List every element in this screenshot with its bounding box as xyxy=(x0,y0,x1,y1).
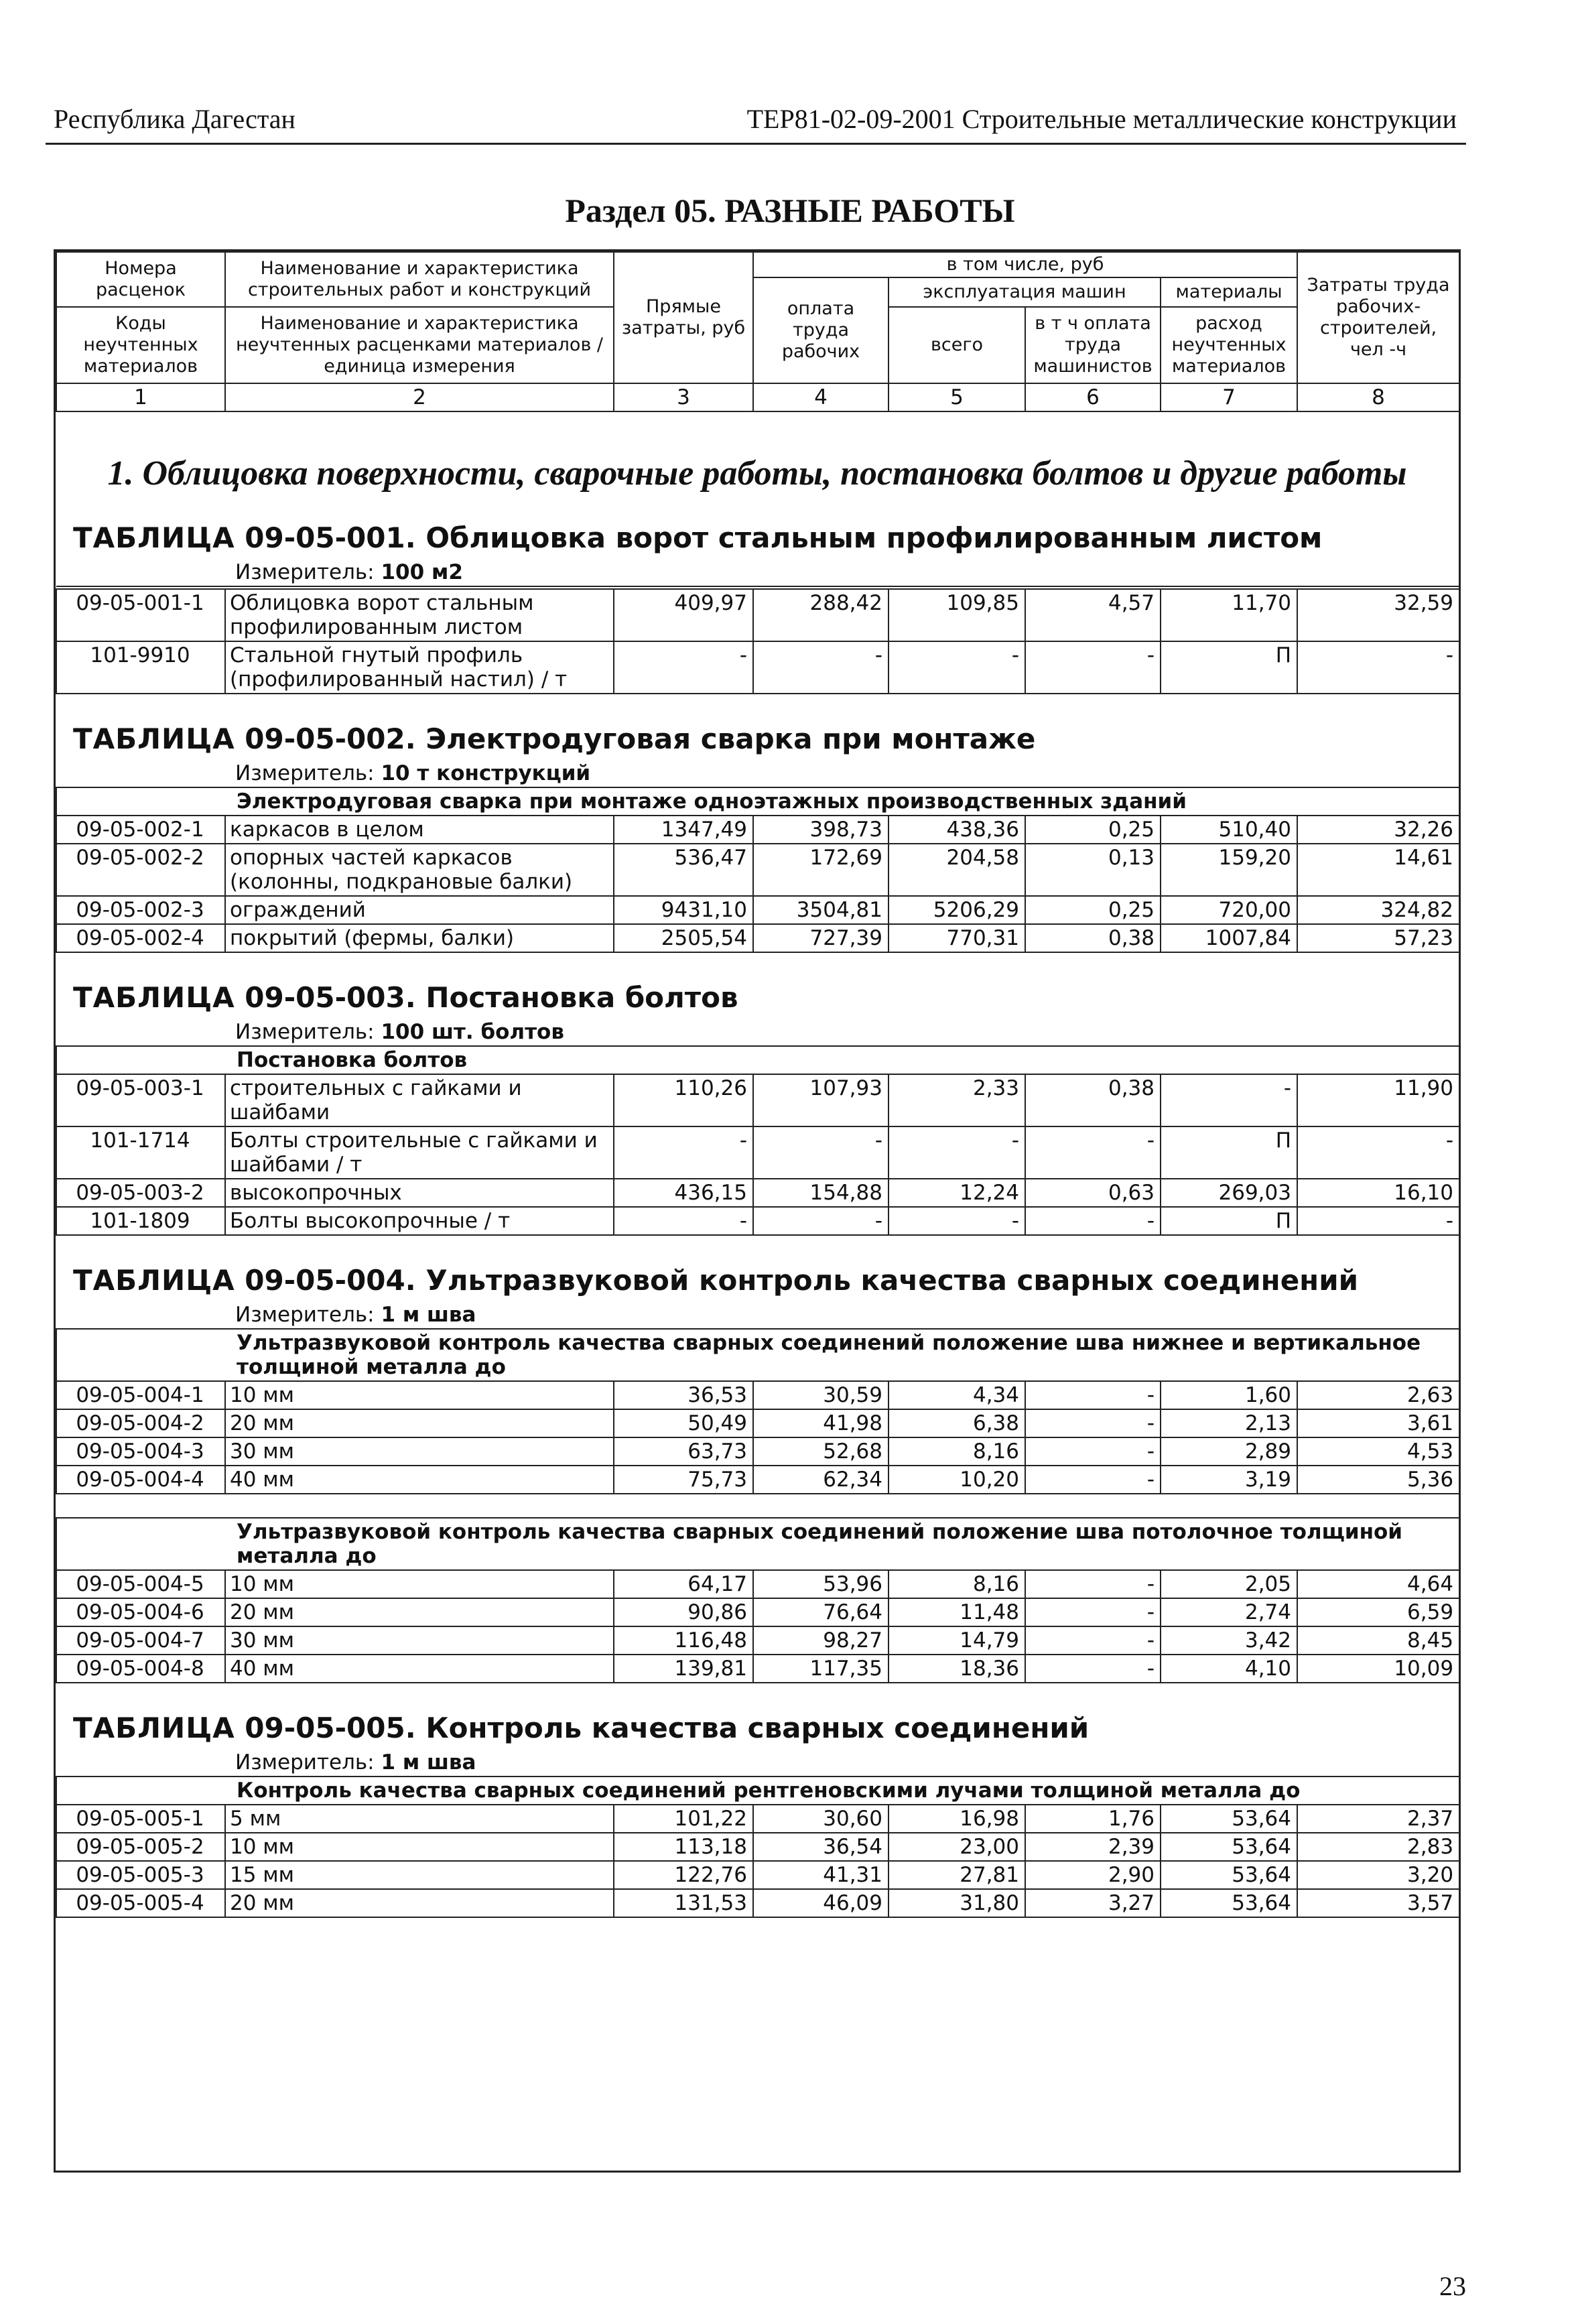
table-row xyxy=(56,1074,1459,1126)
rate-code: 09-05-005-1 xyxy=(56,1805,225,1833)
rate-code: 101-1714 xyxy=(56,1126,225,1179)
subsection-row xyxy=(56,1046,1459,1074)
rate-table-block xyxy=(56,521,1459,694)
work-description: высокопрочных xyxy=(225,1179,614,1207)
column-header-table xyxy=(56,251,1460,412)
rate-code: 09-05-003-2 xyxy=(56,1179,225,1207)
value-cell: 0,13 xyxy=(1025,844,1161,896)
materials-header: материалы xyxy=(1161,277,1297,307)
rate-code: 09-05-004-8 xyxy=(56,1655,225,1683)
table-name: Ультразвуковой контроль качества сварных соединений xyxy=(425,1264,1359,1297)
value-cell: 269,03 xyxy=(1161,1179,1297,1207)
value-cell: 18,36 xyxy=(888,1655,1025,1683)
rate-code: 09-05-004-7 xyxy=(56,1626,225,1655)
rate-code: 09-05-003-1 xyxy=(56,1074,225,1126)
rate-table xyxy=(56,787,1460,953)
value-cell: - xyxy=(1025,1655,1161,1683)
work-description: Болты строительные с гайками и шайбами / т xyxy=(225,1126,614,1179)
value-cell: - xyxy=(1297,1207,1459,1235)
value-cell: - xyxy=(888,1126,1025,1179)
value-cell: - xyxy=(614,1207,753,1235)
table-code: 09-05-004. xyxy=(245,1264,416,1297)
col2-bottom-header: Наименование и характеристика неучтенных расценками материалов / единица измерения xyxy=(225,307,614,383)
work-description: 30 мм xyxy=(225,1626,614,1655)
table-row xyxy=(56,1598,1459,1626)
value-cell: - xyxy=(1297,1126,1459,1179)
table-name: Электродуговая сварка при монтаже xyxy=(425,722,1036,755)
value-cell: 438,36 xyxy=(888,816,1025,844)
table-row xyxy=(56,896,1459,924)
value-cell: 2,05 xyxy=(1161,1570,1297,1598)
value-cell: 2,33 xyxy=(888,1074,1025,1126)
work-description: 10 мм xyxy=(225,1570,614,1598)
value-cell: 727,39 xyxy=(753,924,888,952)
value-cell: 64,17 xyxy=(614,1570,753,1598)
value-cell: 30,59 xyxy=(753,1381,888,1409)
value-cell: 0,38 xyxy=(1025,1074,1161,1126)
col1-top-header: Номера расценок xyxy=(56,252,225,307)
value-cell: 90,86 xyxy=(614,1598,753,1626)
measure-value: 1 м шва xyxy=(381,1303,476,1327)
col-number-7: 7 xyxy=(1161,383,1297,411)
value-cell: 101,22 xyxy=(614,1805,753,1833)
value-cell: 107,93 xyxy=(753,1074,888,1126)
work-description: 20 мм xyxy=(225,1598,614,1626)
page-header xyxy=(46,101,1466,145)
table-row xyxy=(56,1381,1459,1409)
value-cell: 154,88 xyxy=(753,1179,888,1207)
rate-code: 09-05-004-3 xyxy=(56,1437,225,1466)
value-cell: 75,73 xyxy=(614,1466,753,1494)
rate-code: 09-05-004-1 xyxy=(56,1381,225,1409)
value-cell: 536,47 xyxy=(614,844,753,896)
col5-header: всего xyxy=(888,307,1025,383)
subsection-row xyxy=(56,1777,1459,1805)
col4-header: оплата труда рабочих xyxy=(753,277,888,383)
value-cell: - xyxy=(1025,1626,1161,1655)
table-name: Контроль качества сварных соединений xyxy=(425,1712,1090,1744)
value-cell: - xyxy=(888,1207,1025,1235)
value-cell: - xyxy=(1025,1381,1161,1409)
value-cell: 27,81 xyxy=(888,1861,1025,1889)
value-cell: - xyxy=(888,641,1025,694)
subsection-title: Ультразвуковой контроль качества сварных соединений положение шва потолочное толщиной металла до xyxy=(56,1518,1459,1570)
rate-table xyxy=(56,1776,1460,1918)
header-document-title: ТЕР81-02-09-2001 Строительные металлические конструкции xyxy=(746,104,1457,134)
table-title xyxy=(56,521,1459,555)
table-label: ТАБЛИЦА xyxy=(73,521,235,554)
value-cell: 12,24 xyxy=(888,1179,1025,1207)
value-cell: 3,61 xyxy=(1297,1409,1459,1437)
col7-header: расход неучтенных материалов xyxy=(1161,307,1297,383)
value-cell: 41,31 xyxy=(753,1861,888,1889)
table-row xyxy=(56,924,1459,952)
measure-label: Измеритель: xyxy=(235,761,375,785)
rate-table xyxy=(56,1328,1460,1683)
work-description: 15 мм xyxy=(225,1861,614,1889)
value-cell: 46,09 xyxy=(753,1889,888,1917)
value-cell: 770,31 xyxy=(888,924,1025,952)
value-cell: 398,73 xyxy=(753,816,888,844)
table-title xyxy=(56,722,1459,756)
value-cell: - xyxy=(753,1126,888,1179)
value-cell: 110,26 xyxy=(614,1074,753,1126)
value-cell: 122,76 xyxy=(614,1861,753,1889)
col-number-1: 1 xyxy=(56,383,225,411)
work-description: Облицовка ворот стальным профилированным листом xyxy=(225,589,614,641)
subsection-row xyxy=(56,787,1459,816)
table-row xyxy=(56,1805,1459,1833)
value-cell: 41,98 xyxy=(753,1409,888,1437)
including-header: в том числе, руб xyxy=(753,252,1297,277)
work-description: 20 мм xyxy=(225,1409,614,1437)
value-cell: 3,19 xyxy=(1161,1466,1297,1494)
value-cell: 10,20 xyxy=(888,1466,1025,1494)
value-cell: 3,27 xyxy=(1025,1889,1161,1917)
measure-label: Измеритель: xyxy=(235,1020,375,1044)
value-cell: 32,26 xyxy=(1297,816,1459,844)
value-cell: 14,79 xyxy=(888,1626,1025,1655)
value-cell: 14,61 xyxy=(1297,844,1459,896)
value-cell: 8,16 xyxy=(888,1570,1025,1598)
value-cell: 50,49 xyxy=(614,1409,753,1437)
table-code: 09-05-003. xyxy=(245,981,416,1014)
table-row xyxy=(56,1889,1459,1917)
value-cell: 3504,81 xyxy=(753,896,888,924)
table-row xyxy=(56,1437,1459,1466)
rate-code: 09-05-002-4 xyxy=(56,924,225,952)
rate-table-block xyxy=(56,1712,1459,1918)
value-cell: 4,57 xyxy=(1025,589,1161,641)
value-cell: 288,42 xyxy=(753,589,888,641)
value-cell: 1,60 xyxy=(1161,1381,1297,1409)
work-description: Стальной гнутый профиль (профилированный настил) / т xyxy=(225,641,614,694)
work-description: 40 мм xyxy=(225,1655,614,1683)
col8-header: Затраты труда рабочих-строителей, чел -ч xyxy=(1297,252,1459,383)
value-cell: 53,96 xyxy=(753,1570,888,1598)
value-cell: - xyxy=(614,641,753,694)
table-row xyxy=(56,1861,1459,1889)
rate-code: 09-05-005-3 xyxy=(56,1861,225,1889)
value-cell: 2,89 xyxy=(1161,1437,1297,1466)
chapter-title: 1. Облицовка поверхности, сварочные работы, постановка болтов и другие работы xyxy=(107,454,1407,493)
value-cell: 10,09 xyxy=(1297,1655,1459,1683)
value-cell: 117,35 xyxy=(753,1655,888,1683)
measure-label: Измеритель: xyxy=(235,1303,375,1327)
value-cell: 409,97 xyxy=(614,589,753,641)
value-cell: 4,53 xyxy=(1297,1437,1459,1466)
measure-label: Измеритель: xyxy=(235,1750,375,1774)
work-description: покрытий (фермы, балки) xyxy=(225,924,614,952)
value-cell: 8,16 xyxy=(888,1437,1025,1466)
col6-header: в т ч оплата труда машинистов xyxy=(1025,307,1161,383)
table-name: Облицовка ворот стальным профилированным листом xyxy=(425,521,1323,554)
table-code: 09-05-001. xyxy=(245,521,416,554)
value-cell: 0,25 xyxy=(1025,896,1161,924)
gap-row xyxy=(56,1494,1459,1518)
measure-value: 1 м шва xyxy=(381,1750,476,1774)
table-title xyxy=(56,1264,1459,1297)
table-row xyxy=(56,1655,1459,1683)
value-cell: 30,60 xyxy=(753,1805,888,1833)
value-cell: 76,64 xyxy=(753,1598,888,1626)
table-row xyxy=(56,1126,1459,1179)
work-description: ограждений xyxy=(225,896,614,924)
table-row xyxy=(56,1466,1459,1494)
value-cell: 36,53 xyxy=(614,1381,753,1409)
table-code: 09-05-002. xyxy=(245,722,416,755)
machines-header: эксплуатация машин xyxy=(888,277,1161,307)
table-row xyxy=(56,1833,1459,1861)
table-row xyxy=(56,1207,1459,1235)
value-cell: - xyxy=(1025,1126,1161,1179)
value-cell: П xyxy=(1161,641,1297,694)
table-row xyxy=(56,1570,1459,1598)
value-cell: 2,83 xyxy=(1297,1833,1459,1861)
measure-line xyxy=(56,760,1459,787)
rate-code: 09-05-002-3 xyxy=(56,896,225,924)
col-number-8: 8 xyxy=(1297,383,1459,411)
work-description: 20 мм xyxy=(225,1889,614,1917)
value-cell: 8,45 xyxy=(1297,1626,1459,1655)
col-number-4: 4 xyxy=(753,383,888,411)
rate-table xyxy=(56,586,1460,694)
value-cell: 23,00 xyxy=(888,1833,1025,1861)
rate-code: 101-1809 xyxy=(56,1207,225,1235)
value-cell: 57,23 xyxy=(1297,924,1459,952)
work-description: опорных частей каркасов (колонны, подкрановые балки) xyxy=(225,844,614,896)
value-cell: 720,00 xyxy=(1161,896,1297,924)
value-cell: 324,82 xyxy=(1297,896,1459,924)
rate-code: 101-9910 xyxy=(56,641,225,694)
value-cell: 53,64 xyxy=(1161,1861,1297,1889)
col-number-2: 2 xyxy=(225,383,614,411)
value-cell: - xyxy=(1161,1074,1297,1126)
value-cell: - xyxy=(753,641,888,694)
value-cell: - xyxy=(614,1126,753,1179)
value-cell: 109,85 xyxy=(888,589,1025,641)
col-number-3: 3 xyxy=(614,383,753,411)
value-cell: 9431,10 xyxy=(614,896,753,924)
table-row xyxy=(56,1409,1459,1437)
col-number-6: 6 xyxy=(1025,383,1161,411)
subsection-title: Ультразвуковой контроль качества сварных соединений положение шва нижнее и вертикальное толщиной металла до xyxy=(56,1329,1459,1381)
rate-table-block xyxy=(56,722,1459,953)
value-cell: 204,58 xyxy=(888,844,1025,896)
value-cell: - xyxy=(1025,1598,1161,1626)
value-cell: 2505,54 xyxy=(614,924,753,952)
value-cell: 36,54 xyxy=(753,1833,888,1861)
measure-line xyxy=(56,1301,1459,1328)
table-row xyxy=(56,641,1459,694)
table-title xyxy=(56,981,1459,1015)
value-cell: 32,59 xyxy=(1297,589,1459,641)
table-title xyxy=(56,1712,1459,1745)
subsection-title: Электродуговая сварка при монтаже одноэтажных производственных зданий xyxy=(56,787,1459,816)
value-cell: 116,48 xyxy=(614,1626,753,1655)
value-cell: 172,69 xyxy=(753,844,888,896)
col-number-5: 5 xyxy=(888,383,1025,411)
value-cell: - xyxy=(1025,1409,1161,1437)
value-cell: 1,76 xyxy=(1025,1805,1161,1833)
measure-value: 10 т конструкций xyxy=(381,761,591,785)
value-cell: 0,38 xyxy=(1025,924,1161,952)
value-cell: - xyxy=(1025,1437,1161,1466)
work-description: строительных с гайками и шайбами xyxy=(225,1074,614,1126)
work-description: каркасов в целом xyxy=(225,816,614,844)
value-cell: 11,70 xyxy=(1161,589,1297,641)
rate-code: 09-05-002-1 xyxy=(56,816,225,844)
rate-code: 09-05-004-4 xyxy=(56,1466,225,1494)
subsection-row xyxy=(56,1518,1459,1570)
value-cell: 1347,49 xyxy=(614,816,753,844)
value-cell: 4,34 xyxy=(888,1381,1025,1409)
measure-line xyxy=(56,559,1459,586)
measure-value: 100 шт. болтов xyxy=(381,1020,564,1044)
value-cell: 53,64 xyxy=(1161,1805,1297,1833)
subsection-row xyxy=(56,1329,1459,1381)
value-cell: 5206,29 xyxy=(888,896,1025,924)
rate-table-block xyxy=(56,981,1459,1236)
value-cell: 53,64 xyxy=(1161,1889,1297,1917)
rates-table-frame xyxy=(54,249,1461,2173)
value-cell: 3,20 xyxy=(1297,1861,1459,1889)
table-code: 09-05-005. xyxy=(245,1712,416,1744)
measure-value: 100 м2 xyxy=(381,560,463,584)
value-cell: - xyxy=(753,1207,888,1235)
value-cell: - xyxy=(1025,1466,1161,1494)
value-cell: 3,42 xyxy=(1161,1626,1297,1655)
value-cell: 1007,84 xyxy=(1161,924,1297,952)
work-description: 30 мм xyxy=(225,1437,614,1466)
value-cell: 139,81 xyxy=(614,1655,753,1683)
header-region: Республика Дагестан xyxy=(54,104,295,134)
subsection-title: Постановка болтов xyxy=(56,1046,1459,1074)
rate-table-block xyxy=(56,1264,1459,1683)
value-cell: П xyxy=(1161,1126,1297,1179)
rate-code: 09-05-002-2 xyxy=(56,844,225,896)
value-cell: 3,57 xyxy=(1297,1889,1459,1917)
value-cell: 0,25 xyxy=(1025,816,1161,844)
table-row xyxy=(56,844,1459,896)
subsection-title: Контроль качества сварных соединений рентгеновскими лучами толщиной металла до xyxy=(56,1777,1459,1805)
section-title: Раздел 05. РАЗНЫЕ РАБОТЫ xyxy=(565,192,1015,229)
value-cell: 2,37 xyxy=(1297,1805,1459,1833)
table-row xyxy=(56,589,1459,641)
value-cell: 52,68 xyxy=(753,1437,888,1466)
value-cell: - xyxy=(1025,1570,1161,1598)
value-cell: 11,48 xyxy=(888,1598,1025,1626)
value-cell: 31,80 xyxy=(888,1889,1025,1917)
value-cell: 4,10 xyxy=(1161,1655,1297,1683)
col1-bottom-header: Коды неучтенных материалов xyxy=(56,307,225,383)
table-row xyxy=(56,1179,1459,1207)
table-row xyxy=(56,816,1459,844)
value-cell: 131,53 xyxy=(614,1889,753,1917)
work-description: Болты высокопрочные / т xyxy=(225,1207,614,1235)
value-cell: 2,13 xyxy=(1161,1409,1297,1437)
value-cell: 62,34 xyxy=(753,1466,888,1494)
value-cell: 16,98 xyxy=(888,1805,1025,1833)
page-number: 23 xyxy=(1439,2271,1466,2301)
value-cell: 63,73 xyxy=(614,1437,753,1466)
value-cell: 5,36 xyxy=(1297,1466,1459,1494)
value-cell: - xyxy=(1025,641,1161,694)
value-cell: 0,63 xyxy=(1025,1179,1161,1207)
value-cell: 98,27 xyxy=(753,1626,888,1655)
value-cell: 2,39 xyxy=(1025,1833,1161,1861)
value-cell: П xyxy=(1161,1207,1297,1235)
value-cell: 53,64 xyxy=(1161,1833,1297,1861)
work-description: 10 мм xyxy=(225,1381,614,1409)
rate-code: 09-05-004-6 xyxy=(56,1598,225,1626)
col3-header: Прямые затраты, руб xyxy=(614,252,753,383)
value-cell: 2,63 xyxy=(1297,1381,1459,1409)
value-cell: 2,90 xyxy=(1025,1861,1161,1889)
table-label: ТАБЛИЦА xyxy=(73,722,235,755)
value-cell: 11,90 xyxy=(1297,1074,1459,1126)
table-row xyxy=(56,1626,1459,1655)
rate-table xyxy=(56,1045,1460,1236)
rate-code: 09-05-004-5 xyxy=(56,1570,225,1598)
table-label: ТАБЛИЦА xyxy=(73,1264,235,1297)
value-cell: 113,18 xyxy=(614,1833,753,1861)
table-label: ТАБЛИЦА xyxy=(73,1712,235,1744)
table-label: ТАБЛИЦА xyxy=(73,981,235,1014)
value-cell: - xyxy=(1025,1207,1161,1235)
table-name: Постановка болтов xyxy=(425,981,738,1014)
value-cell: 510,40 xyxy=(1161,816,1297,844)
measure-label: Измеритель: xyxy=(235,560,375,584)
rate-tables xyxy=(56,521,1459,1918)
measure-line xyxy=(56,1019,1459,1045)
value-cell: 6,59 xyxy=(1297,1598,1459,1626)
value-cell: 436,15 xyxy=(614,1179,753,1207)
work-description: 5 мм xyxy=(225,1805,614,1833)
rate-code: 09-05-005-4 xyxy=(56,1889,225,1917)
value-cell: 16,10 xyxy=(1297,1179,1459,1207)
rate-code: 09-05-001-1 xyxy=(56,589,225,641)
value-cell: 159,20 xyxy=(1161,844,1297,896)
gap-cell xyxy=(56,1494,1459,1518)
rate-code: 09-05-004-2 xyxy=(56,1409,225,1437)
value-cell: 4,64 xyxy=(1297,1570,1459,1598)
work-description: 40 мм xyxy=(225,1466,614,1494)
col2-top-header: Наименование и характеристика строительных работ и конструкций xyxy=(225,252,614,307)
measure-line xyxy=(56,1749,1459,1776)
rate-code: 09-05-005-2 xyxy=(56,1833,225,1861)
value-cell: - xyxy=(1297,641,1459,694)
value-cell: 2,74 xyxy=(1161,1598,1297,1626)
work-description: 10 мм xyxy=(225,1833,614,1861)
value-cell: 6,38 xyxy=(888,1409,1025,1437)
